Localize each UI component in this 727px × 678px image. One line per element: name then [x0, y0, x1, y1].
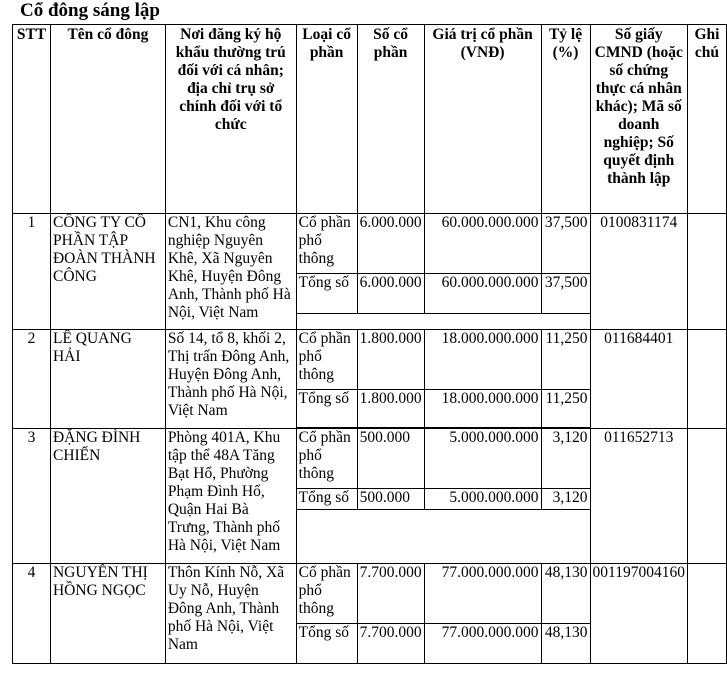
cell-stt: 2 — [13, 330, 51, 429]
cell-ratio: 37,500 — [541, 214, 590, 274]
cell-name: LÊ QUANG HẢI — [50, 330, 165, 429]
cell-total-label: Tổng số — [296, 624, 357, 664]
section-title: Cổ đông sáng lập — [20, 0, 160, 21]
cell-total-value: 18.000.000.000 — [424, 390, 541, 428]
cell-address: Phòng 401A, Khu tập thể 48A Tăng Bạt Hổ, Phường Phạm Đình Hổ, Quận Hai Bà Trưng, Thành phố Hà Nội, Việt Nam — [165, 429, 296, 564]
shareholder-table — [12, 24, 727, 664]
cell-address: Thôn Kính Nỗ, Xã Uy Nỗ, Huyện Đông Anh, Thành phố Hà Nội, Việt Nam — [165, 564, 296, 664]
cell-stt: 1 — [13, 214, 51, 330]
cell-stt: 3 — [13, 429, 51, 564]
header-share-count: Số cổ phần — [357, 25, 424, 214]
cell-total-count: 6.000.000 — [357, 274, 424, 314]
cell-id-number: 001197004160 — [590, 564, 687, 664]
header-stt: STT — [13, 25, 51, 214]
header-address: Nơi đăng ký hộ khẩu thường trú đối với cá nhân; địa chỉ trụ sở chính đối với tổ chức — [165, 25, 296, 214]
header-id-number: Số giấy CMND (hoặc số chứng thực cá nhân khác); Mã số doanh nghiệp; Số quyết định thành lập — [590, 25, 687, 214]
table-row — [13, 564, 727, 624]
cell-share-type: Cổ phần phổ thông — [296, 214, 357, 274]
cell-share-count: 7.700.000 — [357, 564, 424, 624]
cell-id-number: 011652713 — [590, 429, 687, 564]
cell-id-number: 0100831174 — [590, 214, 687, 330]
cell-address: CN1, Khu công nghiệp Nguyên Khê, Xã Nguyên Khê, Huyện Đông Anh, Thành phố Hà Nội, Việt Nam — [165, 214, 296, 330]
cell-total-ratio: 3,120 — [541, 489, 590, 510]
header-name: Tên cổ đông — [50, 25, 165, 214]
cell-ratio: 11,250 — [541, 330, 590, 390]
cell-share-value: 5.000.000.000 — [424, 429, 541, 489]
cell-total-value: 60.000.000.000 — [424, 274, 541, 314]
cell-share-value: 77.000.000.000 — [424, 564, 541, 624]
cell-total-ratio: 37,500 — [541, 274, 590, 314]
cell-total-ratio: 48,130 — [541, 624, 590, 664]
table-row — [13, 429, 727, 489]
cell-name: CÔNG TY CỔ PHẦN TẬP ĐOÀN THÀNH CÔNG — [50, 214, 165, 330]
cell-share-count: 1.800.000 — [357, 330, 424, 390]
cell-share-type: Cổ phần phổ thông — [296, 564, 357, 624]
header-share-value: Giá trị cổ phần (VNĐ) — [424, 25, 541, 214]
cell-total-label: Tổng số — [296, 489, 357, 510]
cell-address: Số 14, tổ 8, khối 2, Thị trấn Đông Anh, Huyện Đông Anh, Thành phố Hà Nội, Việt Nam — [165, 330, 296, 429]
cell-share-type: Cổ phần phổ thông — [296, 429, 357, 489]
table-row — [13, 214, 727, 274]
cell-total-value: 5.000.000.000 — [424, 489, 541, 510]
cell-ratio: 3,120 — [541, 429, 590, 489]
cell-note — [687, 564, 726, 664]
header-note: Ghi chú — [687, 25, 726, 214]
cell-note — [687, 330, 726, 429]
cell-name: NGUYỄN THỊ HỒNG NGỌC — [50, 564, 165, 664]
cell-total-label: Tổng số — [296, 274, 357, 314]
cell-total-count: 1.800.000 — [357, 390, 424, 428]
cell-note — [687, 429, 726, 564]
cell-total-value: 77.000.000.000 — [424, 624, 541, 664]
cell-share-value: 60.000.000.000 — [424, 214, 541, 274]
cell-total-count: 500.000 — [357, 489, 424, 510]
cell-id-number: 011684401 — [590, 330, 687, 429]
cell-share-type: Cổ phần phổ thông — [296, 330, 357, 390]
cell-ratio: 48,130 — [541, 564, 590, 624]
cell-share-value: 18.000.000.000 — [424, 330, 541, 390]
spacer-cell — [296, 510, 590, 564]
cell-name: ĐẶNG ĐÌNH CHIẾN — [50, 429, 165, 564]
cell-share-count: 500.000 — [357, 429, 424, 489]
cell-stt: 4 — [13, 564, 51, 664]
header-ratio: Tỷ lệ (%) — [541, 25, 590, 214]
cell-total-count: 7.700.000 — [357, 624, 424, 664]
table-row — [13, 330, 727, 390]
cell-total-ratio: 11,250 — [541, 390, 590, 428]
cell-share-count: 6.000.000 — [357, 214, 424, 274]
spacer-cell — [296, 314, 590, 330]
cell-note — [687, 214, 726, 330]
table-header-row — [13, 25, 727, 214]
header-share-type: Loại cổ phần — [296, 25, 357, 214]
cell-total-label: Tổng số — [296, 390, 357, 428]
